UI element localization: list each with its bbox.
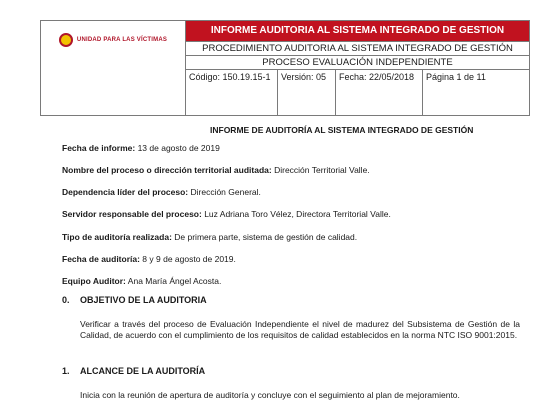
header-date: Fecha: 22/05/2018 (336, 70, 423, 115)
section-heading-text: ALCANCE DE LA AUDITORÍA (80, 366, 206, 376)
section-scope-heading (62, 366, 205, 376)
field-value: Dirección Territorial Valle. (271, 165, 370, 175)
document-title: INFORME DE AUDITORÍA AL SISTEMA INTEGRADO DE GESTIÓN (210, 125, 474, 135)
header-version: Versión: 05 (278, 70, 336, 115)
header-meta-row (186, 70, 529, 115)
header-procedure: PROCEDIMIENTO AUDITORIA AL SISTEMA INTEGRADO DE GESTIÓN (186, 42, 529, 56)
field-label: Fecha de auditoría: (62, 254, 140, 264)
field-report-date (62, 143, 220, 153)
header-process: PROCESO EVALUACIÓN INDEPENDIENTE (186, 56, 529, 70)
section-objective-text: Verificar a través del proceso de Evaluación Independiente el nivel de madurez del Subsistema de Gestión de la Calidad, de acuerdo con el cumplimiento de los requisitos de calidad establecidos en la norma NTC ISO 9001:2015. (80, 319, 520, 340)
header-page: Página 1 de 11 (426, 72, 486, 82)
field-lead-dependency (62, 187, 261, 197)
field-process-name (62, 165, 370, 175)
header-code: Código: 150.19.15-1 (186, 70, 278, 115)
field-value: Ana María Ángel Acosta. (125, 276, 222, 286)
seal-icon (59, 33, 73, 47)
field-audit-date (62, 254, 236, 264)
section-heading-text: OBJETIVO DE LA AUDITORIA (80, 295, 207, 305)
field-value: 8 y 9 de agosto de 2019. (139, 254, 236, 264)
header-info (186, 21, 529, 115)
document-header (40, 20, 530, 116)
field-value: Dirección General. (188, 187, 261, 197)
field-value: Luz Adriana Toro Vélez, Directora Territorial Valle. (201, 209, 391, 219)
field-value: De primera parte, sistema de gestión de calidad. (171, 232, 358, 242)
field-label: Equipo Auditor: (62, 276, 126, 286)
section-scope-text: Inicia con la reunión de apertura de auditoría y concluye con el seguimiento al plan de mejoramiento. (80, 390, 460, 400)
organization-logo (59, 33, 167, 47)
field-label: Tipo de auditoría realizada: (62, 232, 172, 242)
field-audit-type (62, 232, 357, 242)
logo-cell (41, 21, 186, 115)
field-label: Dependencia líder del proceso: (62, 187, 189, 197)
header-title: INFORME AUDITORIA AL SISTEMA INTEGRADO DE GESTION (186, 21, 529, 42)
logo-text: UNIDAD PARA LAS VÍCTIMAS (76, 37, 168, 43)
section-number: 0. (62, 295, 70, 305)
field-label: Servidor responsable del proceso: (62, 209, 202, 219)
section-objective-heading (62, 295, 207, 305)
field-value: 13 de agosto de 2019 (135, 143, 220, 153)
field-label: Fecha de informe: (62, 143, 136, 153)
section-number: 1. (62, 366, 70, 376)
field-label: Nombre del proceso o dirección territorial auditada: (62, 165, 272, 175)
field-audit-team (62, 276, 221, 286)
field-responsible (62, 209, 391, 219)
